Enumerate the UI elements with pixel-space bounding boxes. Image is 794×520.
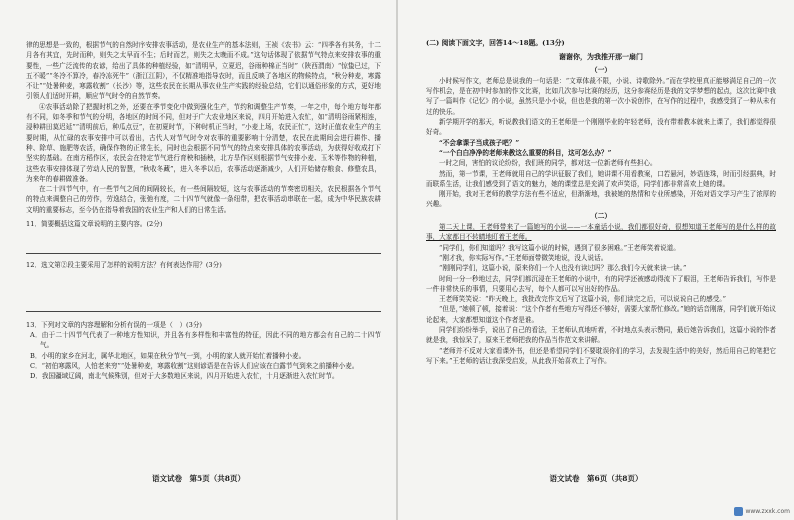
part-heading: （二） (590, 211, 612, 220)
story-paragraph: 第二天上课，王老师带来了一篇她写的小说——一本童话小说，我们都很好奇，很想知道王老师写的是什么样的故事，大家都目不转睛地盯着王老师。 (426, 223, 776, 242)
watermark-logo-icon (734, 507, 743, 516)
story-paragraph: 然而，第一节课，王老师就用自己的学识征服了我们，她讲课不用看教案，口若悬河，妙语连珠，时而引经据典，时而联系生活，让我们感受到了语文的魅力，她的课堂总是充满了欢声笑语，同学们都非常喜欢上她的课。 (426, 169, 776, 188)
story-paragraph: “同学们，你们知道吗？我写这篇小说的时候，遇到了很多困难。”王老师笑着说道。 (439, 243, 680, 252)
story-paragraph: “一个白白净净的老师来教这么重要的科目，这可怎么办？” (439, 148, 612, 157)
option-c: C．“初伯寒露风，人怕老来穷”“处暑种麦，寒露收割”这则谚语是在告诉人们应该在白露节气到来之前播种小麦。 (30, 361, 359, 370)
page-footer: 语文试卷 第6页（共8页） (549, 474, 643, 483)
story-title: 谢谢你，为我推开那一扇门 (559, 52, 643, 62)
answer-line (26, 253, 381, 254)
watermark (734, 507, 790, 516)
story-paragraph: “刚刚同学们，这篇小说，原来你们一个人也没有读过吗？那么我们今天就来读一读。” (439, 264, 687, 273)
story-paragraph: 时间一分一秒地过去，同学们都沉浸在王老师的小说中，有的同学还被感动得流下了眼泪，王老师告诉我们，写作是一件非常快乐的事情，只要用心去写，每个人都可以写出好的作品。 (426, 274, 776, 293)
story-paragraph: “刚才我，你实际写作。”王老师面带微笑地说，没人说话。 (439, 253, 608, 262)
passage-paragraph: 在二十四节气中，有一些节气之间的间隔较长，有一些间隔较短，这与农事活动的节奏密切相关，农民根据各个节气的特点来调整自己的劳作，劳逸结合，张弛有度，二十四节气就像一条纽带，把农事活动串联在一起，成为中华民族农耕文明的重要标志，至今仍在指导着我国的农业生产和人们的日常生活。 (26, 185, 381, 214)
story-paragraph: 新学期开学的那天，听说教我们语文的王老师是一个刚刚毕业的年轻老师，没有带着教本就来上课了，我们都觉得很好奇。 (426, 118, 776, 137)
option-b: B．小明的家乡在河北，属华北地区，如果在秋分节气一到，小明的家人就开始忙着播种小麦。 (30, 351, 306, 360)
section-title: (二) 阅读下面文字，回答14～18题。(13分) (426, 39, 565, 47)
question-12: 12．选文第②段主要采用了怎样的说明方法？有何表达作用？(3分) (26, 261, 222, 270)
passage-paragraph: ④农事活动除了把握时机之外，还要在季节变化中做到强化生产，节约和调整生产节奏，一年之中，每个地方每年都有不同，如冬季和节气的分明，各地区的时间不同，但对于广大农业地区来说，四月开始进入农忙，如“清明谷雨紧相连，浸种耕田莫迟延”“清明前后，种瓜点豆”，在初夏时节，下种时机正当时，“小麦上场，农民正忙”，这时正值农业生产的主要时期，从忙碌的农事安排中可以看出，古代人对节气时令对农事的重要影响十分清楚，农民在此期间会进行耕作、播种、除草、施肥等农活，确保作物的正常生长，同时也会根据不同节气的特点来安排具体的农事活动，为获得好收成打下坚实的基础。在南方稻作区，农民会在特定节气进行育秧和插秧，北方旱作区则根据节气安排小麦、玉米等作物的种植，这些农事安排体现了劳动人民的智慧，“秋收冬藏”，进入冬季以后，农事活动逐渐减少，人们开始储存粮食、修整农具，为来年的春耕做准备。 (26, 102, 381, 183)
story-paragraph: 同学们纷纷举手，说出了自己的看法，王老师认真地听着，不时地点头表示赞同，最后她告诉我们，这篇小说的作者就是我，我惊呆了，原来王老师把我的作品当作范文来讲解。 (426, 326, 776, 345)
passage-paragraph: 律的思想是一致的，根据节气的自然时序安排农事活动，是农业生产的基本法则，王祯《农书》云：“四季各有其务，十二月各有其宜，先时而种，则失之太早而不生；后时而艺，则失之太晚而不成。”这句话体现了依据节气特点来安排农事的重要性，一些广泛流传的农谚，给出了具体的种植经验，如“清明早，立夏迟，谷雨种棉正当时”（陕西渭南）“惊蛰已过，下五不暖”“冬冷不算冷，春冷冻死牛”（浙江江阴），不仅精准地指导农时，而且反映了各地区的物候特点，“秋分种麦，寒露不让”“处暑种麦，寒露收割”（长沙）等，这些农民在长期从事农业生产实践的经验总结，它们以通俗形象的方式，更好地引领人们适时开耕，顺应节气时令的自然节奏。 (26, 41, 381, 101)
story-paragraph: 一时之间，害怕的议论纷纷，我们班的同学，都对这一位新老师有些担心。 (439, 159, 657, 168)
story-paragraph: 小时候写作文，老师总是说我的一句话是：“文章体裁不限，小说、诗歌除外。”而在学校里真正能够满足自己的一次写作机会，是在初中时参加的作文比赛，比如几次参与比赛的经历，这分参赛经历是我的文学梦想的起点，这次比赛中我写了一篇叫作《记忆》的小说，虽然只是小小说，但也是我的第一次小说创作，在写作的过程中，我感受到了一种从未有过的快乐。 (426, 76, 776, 116)
page-6-content (426, 38, 776, 366)
story-paragraph: “不会拿课子当成孩子吧？” (439, 138, 520, 147)
story-paragraph: “但是，”她顿了顿，接着说：“这个作者有些地方写得还不够好，需要大家帮忙修改。”她的话音刚落，同学们就开始议论起来，大家都想知道这个作者是谁。 (426, 305, 776, 324)
page-5-content (26, 40, 381, 381)
exam-page-6 (398, 0, 794, 520)
story-paragraph: 刚开始，我对王老师的教学方法有些不适应，但渐渐地，我被她的热情和专业所感染，开始对语文学习产生了浓厚的兴趣。 (426, 190, 776, 209)
option-a: A．由于二十四节气代表了一种地方性知识，并且各有多样性和丰富性的特征，因此不同的地方都会有自己的二十四节气。 (30, 330, 381, 350)
watermark-text: www.zxxk.com (745, 508, 790, 515)
page-footer: 语文试卷 第5页（共8页） (152, 474, 245, 483)
question-11: 11．简要概括这篇文章说明的主要内容。(2分) (26, 220, 163, 229)
story-paragraph: 王老师笑笑说：“昨天晚上，我批改完作文后写了这篇小说，你们读完之后，可以说说自己的感受。” (439, 295, 726, 304)
answer-line (26, 311, 381, 312)
question-13: 13．下列对文章的内容理解和分析有误的一项是（ ）(3分) (26, 320, 202, 329)
part-heading: （一） (590, 65, 612, 74)
option-d: D．我国疆域辽阔，南北气候殊别，但对于大多数地区来说，四月开始进入农忙，十月逐渐进入农忙时节。 (30, 372, 339, 381)
story-paragraph: “老师并不反对大家看课外书，但还是希望同学们不要耽误你们的学习，去发现生活中的美好，然后用自己的笔把它写下来。”王老师的话让我深受启发，从此我开始喜欢上了写作。 (426, 346, 776, 365)
